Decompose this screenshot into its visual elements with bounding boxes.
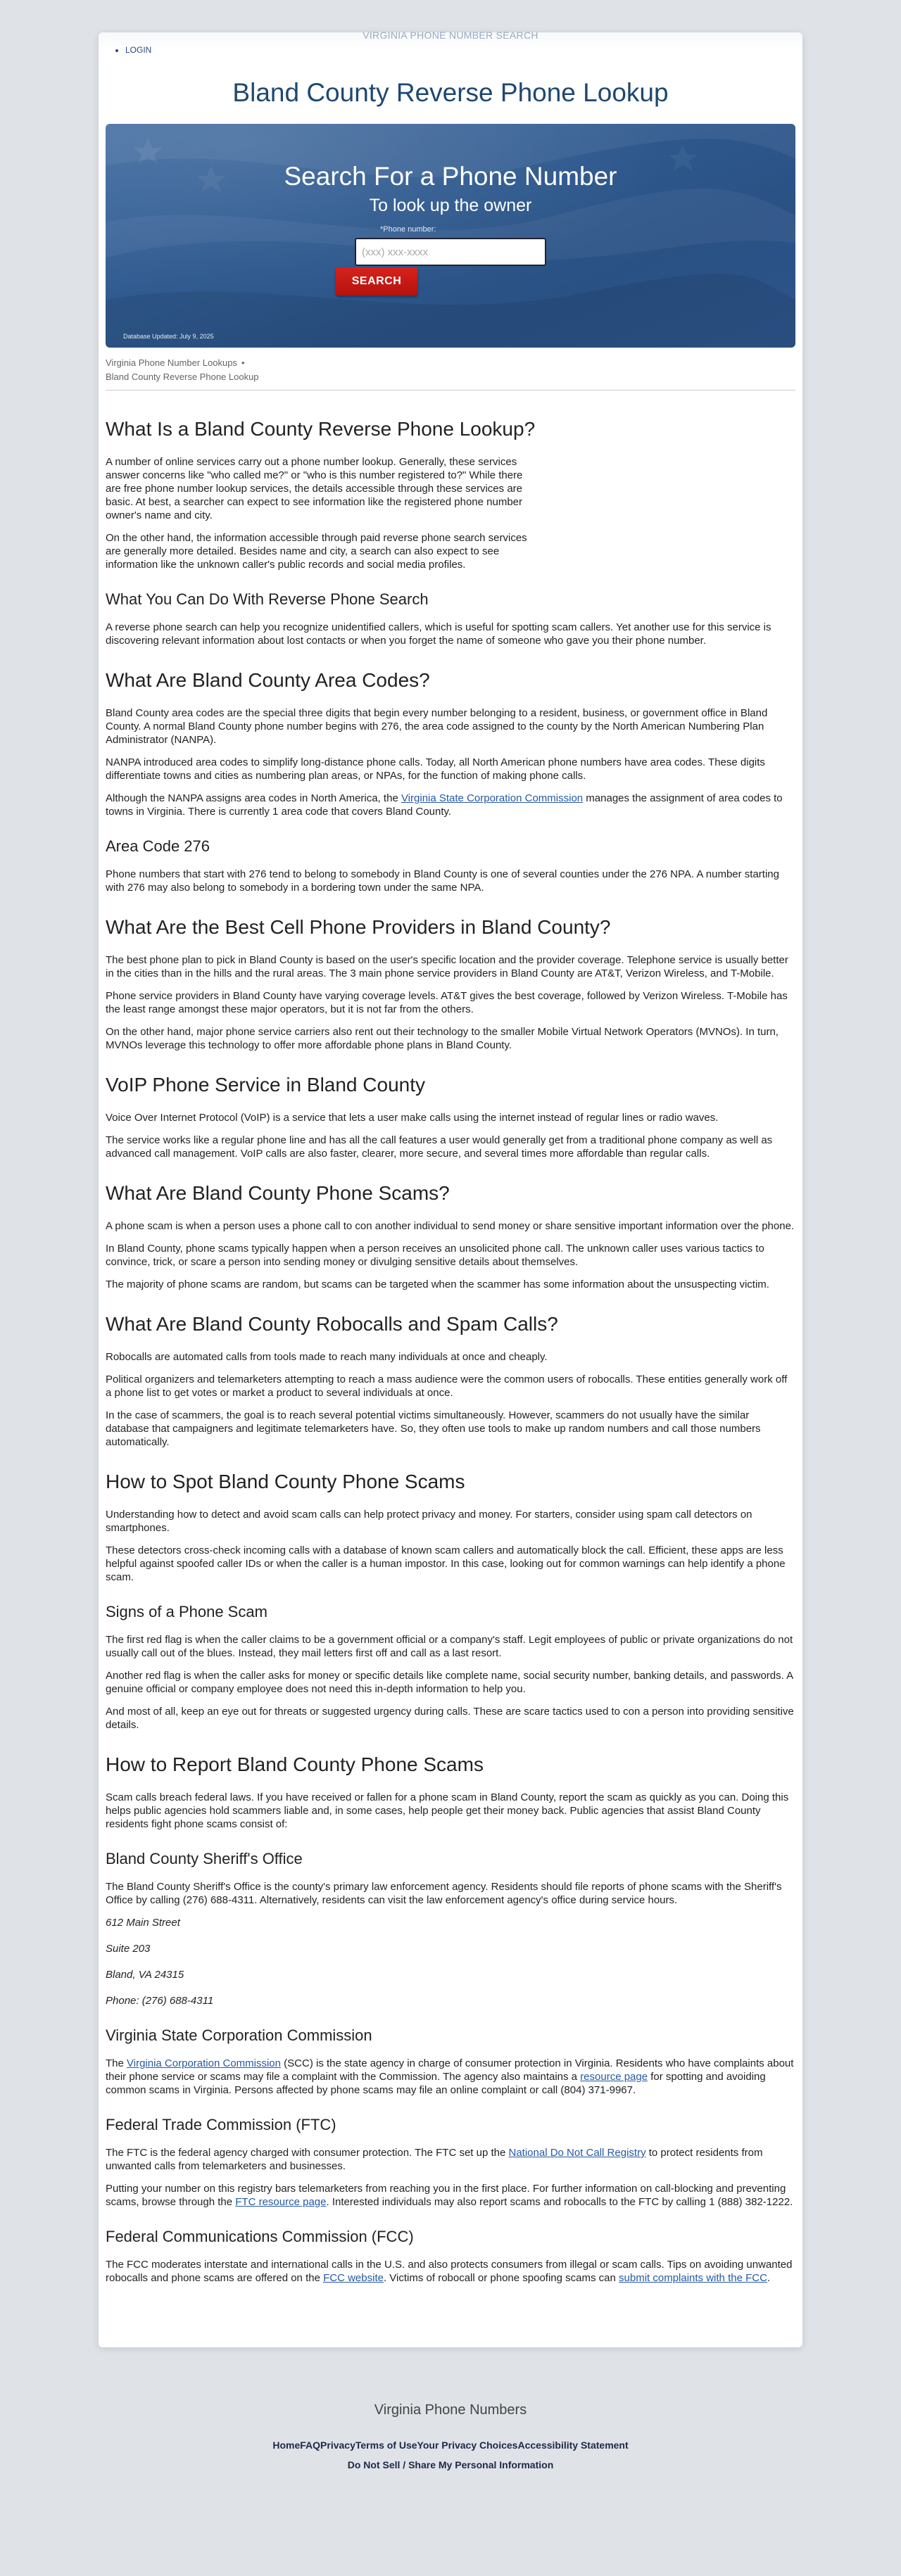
paragraph: The majority of phone scams are random, but scams can be targeted when the scammer has some information about the unsuspecting victim. [106,1279,769,1290]
paragraph: Another red flag is when the caller asks for money or specific details like complete name, social security number, banking details, and passwords. A genuine official or company employee does not need this in-depth information to help you. [106,1670,793,1695]
footer-link-privacy[interactable]: Privacy [320,2439,355,2451]
section-heading-cell-providers: What Are the Best Cell Phone Providers in Bland County? [106,916,611,938]
section-heading-report: How to Report Bland County Phone Scams [106,1753,484,1775]
account-menu [106,32,795,55]
page-title: Bland County Reverse Phone Lookup [232,78,669,107]
ftc-resource-page-link[interactable]: FTC resource page [235,2196,327,2208]
fcc-website-link[interactable]: FCC website [323,2272,384,2284]
address-line: Suite 203 [106,1943,151,1955]
breadcrumb-item-state[interactable]: Virginia Phone Number Lookups [106,357,237,368]
text-run: . Interested individuals may also report scams and robocalls to the FTC by calling 1 (888) 382-1222. [326,2196,793,2208]
text-run: for spotting and avoiding common scams in Virginia. Persons affected by phone scams may file an online complaint or call (804) 371-9967. [106,2071,766,2096]
text-run: The FCC moderates interstate and international calls in the U.S. and also protects consumers from illegal or scam calls. Tips on avoiding unwanted robocalls and phone scams are offered on the [106,2259,793,2284]
paragraph [106,2146,795,2173]
section-heading-phone-scams: What Are Bland County Phone Scams? [106,1182,450,1204]
paragraph: Robocalls are automated calls from tools made to reach many individuals at once and cheaply. [106,1351,548,1363]
login-item [125,45,795,55]
paragraph: And most of all, keep an eye out for threats or suggested urgency during calls. These are scare tactics used to con a person into providing sensitive details. [106,1706,794,1731]
subsection-heading-sheriff: Bland County Sheriff's Office [106,1850,303,1867]
breadcrumb [106,356,795,384]
text-run: The [106,2057,127,2069]
footer-links [0,2439,901,2451]
subsection-heading-what-can: What You Can Do With Reverse Phone Search [106,590,429,608]
search-button[interactable]: SEARCH [336,267,417,296]
footer-link-accessibility[interactable]: Accessibility Statement [517,2439,629,2451]
paragraph: A phone scam is when a person uses a phone call to con another individual to send money or share sensitive important information over the phone. [106,1220,795,1232]
search-heading: Search For a Phone Number [284,162,617,191]
section-heading-voip: VoIP Phone Service in Bland County [106,1074,426,1096]
paragraph: A number of online services carry out a phone number lookup. Generally, these services answer concerns like "who called me?" or "who is this number registered to?" While there are free phone number lookup services, the details accessible through these services are basic. At best, a searcher can expect to see information like the registered phone number owner's name and city. [106,456,523,521]
paragraph: Political organizers and telemarketers attempting to reach a mass audience were the common users of robocalls. These entities generally work off a phone list to get votes or market a product to several individuals at once. [106,1373,788,1399]
subsection-heading-signs: Signs of a Phone Scam [106,1603,267,1620]
text-run: to protect residents from unwanted calls from telemarketers and businesses. [106,2147,763,2172]
paragraph: Phone service providers in Bland County have varying coverage levels. AT&T gives the best coverage, followed by Verizon Wireless. T-Mobile has the least range amongst these major operators, but it is not far from the others. [106,990,788,1015]
text-run: . Victims of robocall or phone spoofing scams can [383,2272,619,2284]
paragraph: Bland County area codes are the special three digits that begin every number belonging to a resident, business, or government office in Bland County. A normal Bland County phone number begins with 276, the area code assigned to the county by the North American Numbering Plan Administrator (NANPA). [106,707,768,746]
paragraph: The best phone plan to pick in Bland County is based on the user's specific location and the provider coverage. Telephone service is usually better in the cities than in the hills and the rural areas. The 3 main phone service providers in Bland County are AT&T, Verizon Wireless, and T-Mobile. [106,954,788,979]
subsection-heading-area-code-276: Area Code 276 [106,837,210,855]
scc-link[interactable]: Virginia State Corporation Commission [401,792,584,804]
subsection-heading-fcc: Federal Communications Commission (FCC) [106,2228,414,2245]
paragraph: The service works like a regular phone line and has all the call features a user would generally get from a traditional phone company as well as advanced call management. VoIP calls are also faster, clearer, more secure, and several times more affordable than regular calls. [106,1134,773,1160]
text-run: manages the assignment of area codes to towns in Virginia. There is currently 1 area code that covers Bland County. [106,792,783,818]
paragraph [106,2182,795,2209]
paragraph: The first red flag is when the caller claims to be a government official or a company's staff. Legit employees of public or private organizations do not usually call out of the blues. Instead, they mail letters first off and call as a last resort. [106,1634,793,1659]
scc-commission-link[interactable]: Virginia Corporation Commission [127,2057,281,2069]
breadcrumb-item-current: Bland County Reverse Phone Lookup [106,372,259,382]
address-line: Bland, VA 24315 [106,1969,184,1981]
paragraph [106,2258,795,2285]
paragraph: In Bland County, phone scams typically happen when a person receives an unsolicited phone call. The unknown caller uses various tactics to convince, trick, or scare a person into sending money or divulging sensitive details about themselves. [106,1243,764,1268]
section-heading-robocalls: What Are Bland County Robocalls and Spam Calls? [106,1313,558,1335]
address-phone: Phone: (276) 688-4311 [106,1995,214,2007]
scc-resource-page-link[interactable]: resource page [580,2071,648,2083]
paragraph: Voice Over Internet Protocol (VoIP) is a service that lets a user make calls using the internet instead of regular lines or radio waves. [106,1112,719,1124]
footer-site-name: Virginia Phone Numbers [374,2402,527,2418]
phone-number-label: *Phone number: [380,225,436,234]
article-content [106,391,795,2285]
paragraph: On the other hand, the information accessible through paid reverse phone search services are generally more detailed. Besides name and city, a search can also expect to see information like the unknown caller's public records and social media profiles. [106,532,527,571]
main-card [99,32,802,2347]
address-line: 612 Main Street [106,1917,180,1929]
text-run: The FTC is the federal agency charged with consumer protection. The FTC set up the [106,2147,509,2159]
subsection-heading-scc: Virginia State Corporation Commission [106,2026,372,2044]
database-updated-text: Database Updated: July 9, 2025 [123,333,214,340]
paragraph: The Bland County Sheriff's Office is the county's primary law enforcement agency. Residents should file reports of phone scams with the Sheriff's Office by calling (276) 688-4311. Alternatively, residents can visit the law enforcement agency's office during service hours. [106,1881,782,1906]
paragraph: A reverse phone search can help you recognize unidentified callers, which is useful for spotting scam callers. Yet another use for this service is discovering relevant information about lost contacts or when you forget the name of someone who gave you their phone number. [106,621,771,647]
section-heading-what-is: What Is a Bland County Reverse Phone Lookup? [106,418,536,440]
footer-link-privacy-choices[interactable]: Your Privacy Choices [417,2439,518,2451]
breadcrumb-separator: • [241,357,245,368]
site-title[interactable]: VIRGINIA PHONE NUMBER SEARCH [363,30,538,41]
do-not-call-registry-link[interactable]: National Do Not Call Registry [508,2147,646,2159]
paragraph: On the other hand, major phone service carriers also rent out their technology to the smaller Mobile Virtual Network Operators (MVNOs). In turn, MVNOs leverage this technology to offer more affordable phone plans in Bland County. [106,1026,779,1051]
footer-link-terms[interactable]: Terms of Use [355,2439,417,2451]
paragraph [106,792,795,818]
paragraph: In the case of scammers, the goal is to reach several potential victims simultaneously. However, scammers do not usually have the similar database that campaigners and legitimate telemarketers have. So, they often use tools to make up random numbers and call those numbers automatically. [106,1409,761,1448]
paragraph: These detectors cross-check incoming calls with a database of known scam callers and automatically block the call. Efficient, these apps are less helpful against spoofed caller IDs or when the caller is a human impostor. In this case, looking out for common warnings can help identify a phone scam. [106,1544,786,1583]
paragraph: Scam calls breach federal laws. If you have received or fallen for a phone scam in Bland County, report the scam as quickly as you can. Doing this helps public agencies hold scammers liable and, in some cases, help people get their money back. Public agencies that assist Bland County residents fight phone scams consist of: [106,1791,789,1830]
section-heading-area-codes: What Are Bland County Area Codes? [106,669,430,691]
phone-number-input[interactable] [355,238,546,266]
text-run: (SCC) is the state agency in charge of consumer protection in Virginia. Residents who have complaints about their phone service or scams may file a complaint with the Commission. The agency also maintains a [106,2057,794,2083]
text-run: . [767,2272,771,2284]
paragraph: Understanding how to detect and avoid scam calls can help protect privacy and money. For starters, consider using spam call detectors on smartphones. [106,1509,752,1534]
text-run: Putting your number on this registry bars telemarketers from reaching you in the first place. For further information on call-blocking and preventing scams, browse through the [106,2183,786,2208]
search-hero [106,124,795,348]
search-subheading: To look up the owner [369,196,532,215]
section-heading-spot-scams: How to Spot Bland County Phone Scams [106,1471,465,1492]
footer [0,2347,901,2521]
paragraph: Phone numbers that start with 276 tend to belong to somebody in Bland County is one of several counties under the 276 NPA. A number starting with 276 may also belong to somebody in a bordering town under the same NPA. [106,868,779,894]
footer-link-home[interactable]: Home [272,2439,301,2451]
flag-background [106,124,795,348]
footer-link-faq[interactable]: FAQ [300,2439,321,2451]
paragraph [106,2057,795,2097]
footer-link-do-not-sell[interactable]: Do Not Sell / Share My Personal Information [347,2459,554,2470]
text-run: Although the NANPA assigns area codes in North America, the [106,792,401,804]
paragraph: NANPA introduced area codes to simplify long-distance phone calls. Today, all North American phone numbers have area codes. These digits differentiate towns and cities as numbering plan areas, or NPAs, for the function of making phone calls. [106,756,765,782]
login-link[interactable]: LOGIN [125,45,152,55]
fcc-complaints-link[interactable]: submit complaints with the FCC [619,2272,767,2284]
subsection-heading-ftc: Federal Trade Commission (FTC) [106,2116,336,2133]
